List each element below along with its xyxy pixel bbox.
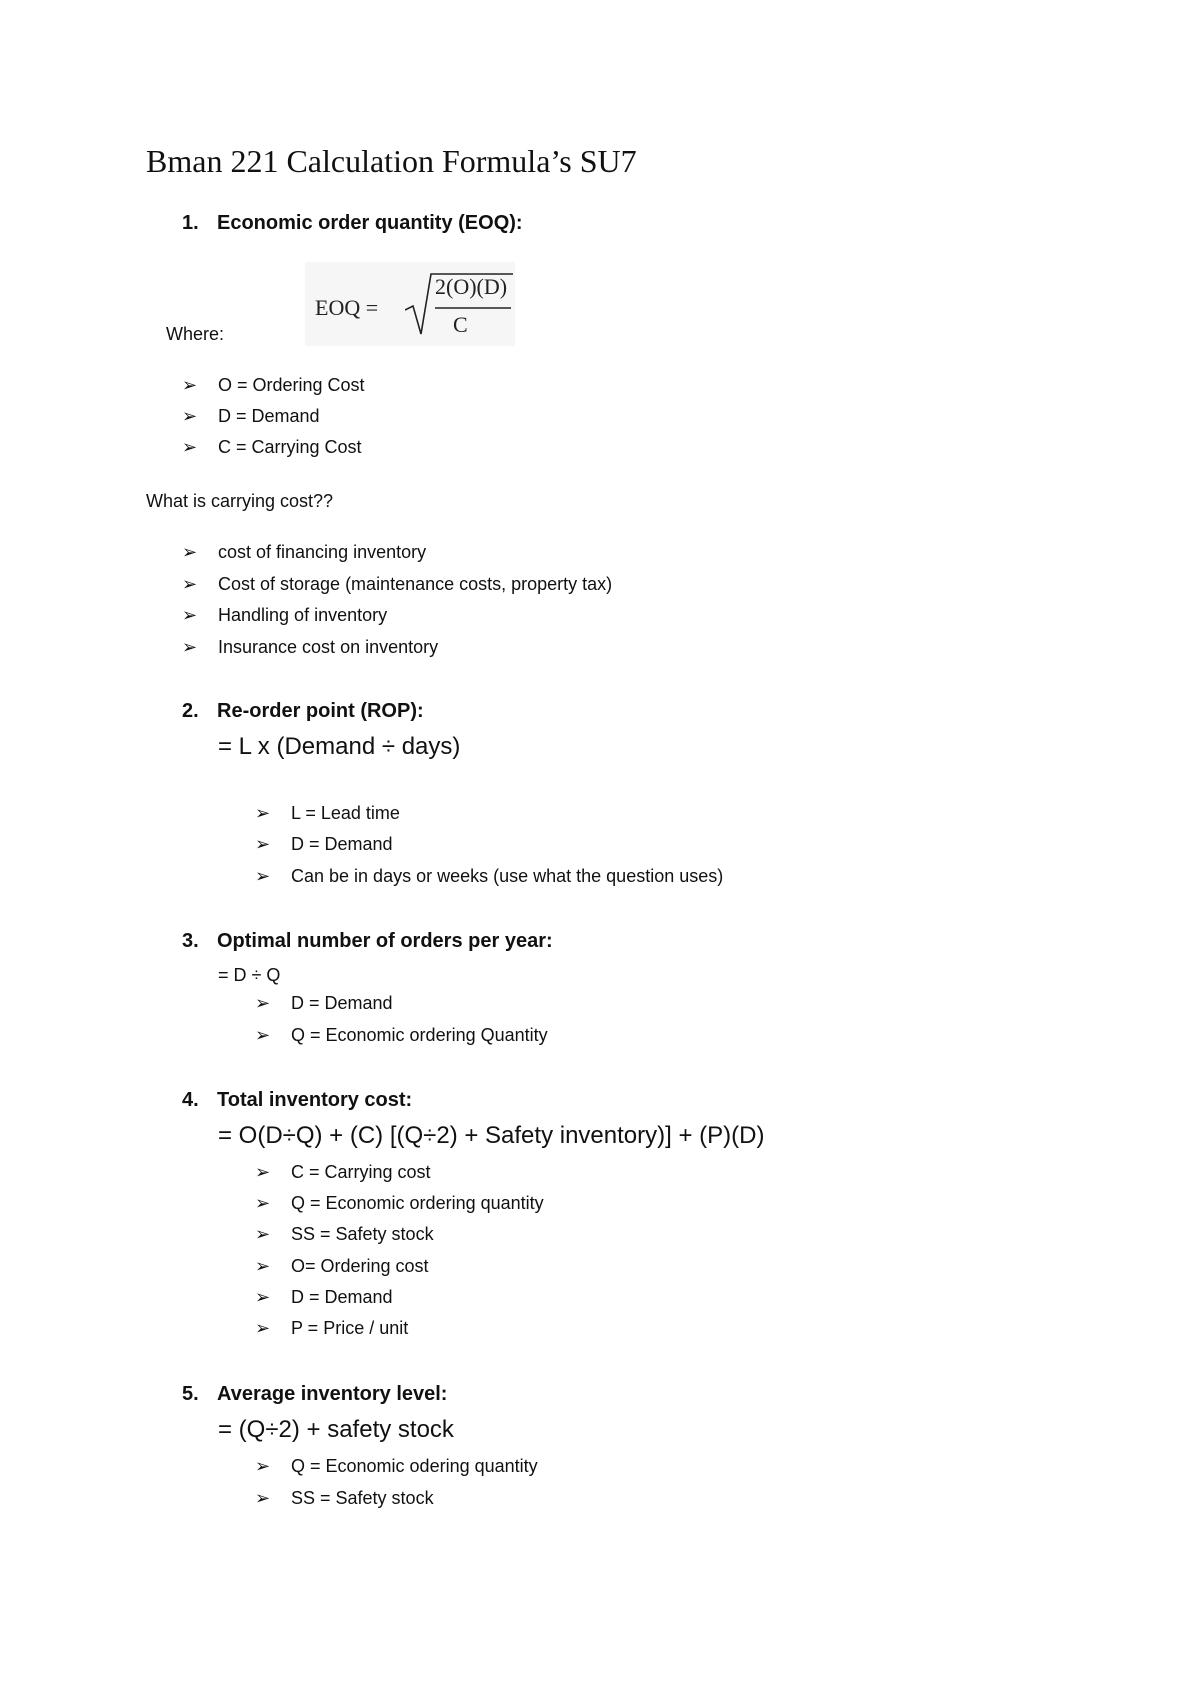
list-item-text: O= Ordering cost: [291, 1256, 429, 1276]
arrow-bullet-icon: ➢: [182, 605, 198, 625]
formula-denominator: C: [453, 312, 468, 337]
list-item: [255, 1256, 429, 1277]
list-item: [255, 1025, 548, 1046]
arrow-bullet-icon: ➢: [255, 1488, 271, 1508]
list-item: [255, 1287, 393, 1308]
arrow-bullet-icon: ➢: [255, 1456, 271, 1476]
where-label: Where:: [166, 324, 225, 344]
list-item-text: Q = Economic odering quantity: [291, 1456, 538, 1476]
section-title: Economic order quantity (EOQ):: [217, 212, 523, 234]
section-number: 3.: [182, 930, 199, 952]
orders-formula: = D ÷ Q: [218, 965, 281, 985]
section-title: Optimal number of orders per year:: [217, 930, 553, 952]
list-item-text: Q = Economic ordering Quantity: [291, 1025, 548, 1045]
list-item: [182, 637, 438, 658]
list-item: [255, 1318, 408, 1339]
arrow-bullet-icon: ➢: [182, 637, 198, 657]
section-title: Re-order point (ROP):: [217, 700, 424, 722]
list-item: [255, 1162, 431, 1183]
arrow-bullet-icon: ➢: [255, 1256, 271, 1276]
list-item-text: C = Carrying cost: [291, 1162, 431, 1182]
section-4-heading: [182, 1089, 412, 1112]
arrow-bullet-icon: ➢: [255, 993, 271, 1013]
page-title: Bman 221 Calculation Formula’s SU7: [146, 143, 637, 179]
list-item-text: D = Demand: [218, 406, 320, 426]
list-item: [182, 605, 387, 626]
section-number: 1.: [182, 212, 199, 234]
arrow-bullet-icon: ➢: [182, 542, 198, 562]
list-item: [182, 375, 365, 396]
list-item-text: Can be in days or weeks (use what the question uses): [291, 866, 724, 886]
avg-inventory-formula: = (Q÷2) + safety stock: [218, 1416, 454, 1443]
arrow-bullet-icon: ➢: [182, 406, 198, 426]
arrow-bullet-icon: ➢: [255, 834, 271, 854]
list-item-text: P = Price / unit: [291, 1318, 409, 1338]
eoq-formula-image: [305, 262, 515, 346]
list-item: [255, 1488, 434, 1509]
total-cost-formula: = O(D÷Q) + (C) [(Q÷2) + Safety inventory)] + (P)(D): [218, 1122, 765, 1149]
list-item-text: SS = Safety stock: [291, 1488, 434, 1508]
arrow-bullet-icon: ➢: [255, 1287, 271, 1307]
arrow-bullet-icon: ➢: [182, 437, 198, 457]
list-item-text: SS = Safety stock: [291, 1224, 434, 1244]
section-number: 5.: [182, 1383, 199, 1405]
list-item: [182, 542, 426, 563]
section-2-heading: [182, 700, 424, 723]
arrow-bullet-icon: ➢: [182, 574, 198, 594]
section-1-heading: [182, 212, 523, 235]
list-item: [255, 1224, 434, 1245]
list-item: [182, 437, 362, 458]
arrow-bullet-icon: ➢: [255, 1224, 271, 1244]
arrow-bullet-icon: ➢: [182, 375, 198, 395]
list-item-text: Cost of storage (maintenance costs, property tax): [218, 574, 613, 594]
arrow-bullet-icon: ➢: [255, 1318, 271, 1338]
list-item-text: C = Carrying Cost: [218, 437, 362, 457]
list-item-text: L = Lead time: [291, 803, 400, 823]
list-item-text: Q = Economic ordering quantity: [291, 1193, 544, 1213]
section-number: 2.: [182, 700, 199, 722]
arrow-bullet-icon: ➢: [255, 803, 271, 823]
arrow-bullet-icon: ➢: [255, 1162, 271, 1182]
section-title: Total inventory cost:: [217, 1089, 413, 1111]
section-5-heading: [182, 1383, 447, 1406]
list-item: [255, 866, 723, 887]
list-item-text: D = Demand: [291, 1287, 393, 1307]
arrow-bullet-icon: ➢: [255, 866, 271, 886]
rop-formula: = L x (Demand ÷ days): [218, 733, 461, 760]
list-item: [255, 834, 393, 855]
arrow-bullet-icon: ➢: [255, 1025, 271, 1045]
list-item: [255, 993, 393, 1014]
list-item: [255, 803, 400, 824]
list-item-text: Handling of inventory: [218, 605, 388, 625]
list-item-text: Insurance cost on inventory: [218, 637, 439, 657]
carrying-cost-question: What is carrying cost??: [146, 491, 334, 511]
section-3-heading: [182, 930, 553, 953]
list-item-text: D = Demand: [291, 993, 393, 1013]
formula-numerator: 2(O)(D): [435, 274, 508, 299]
list-item: [255, 1193, 544, 1214]
list-item-text: O = Ordering Cost: [218, 375, 365, 395]
list-item: [182, 406, 320, 427]
arrow-bullet-icon: ➢: [255, 1193, 271, 1213]
list-item: [182, 574, 612, 595]
section-number: 4.: [182, 1089, 199, 1111]
formula-lhs: EOQ =: [315, 295, 379, 320]
list-item-text: D = Demand: [291, 834, 393, 854]
section-title: Average inventory level:: [217, 1383, 448, 1405]
list-item: [255, 1456, 538, 1477]
list-item-text: cost of financing inventory: [218, 542, 427, 562]
